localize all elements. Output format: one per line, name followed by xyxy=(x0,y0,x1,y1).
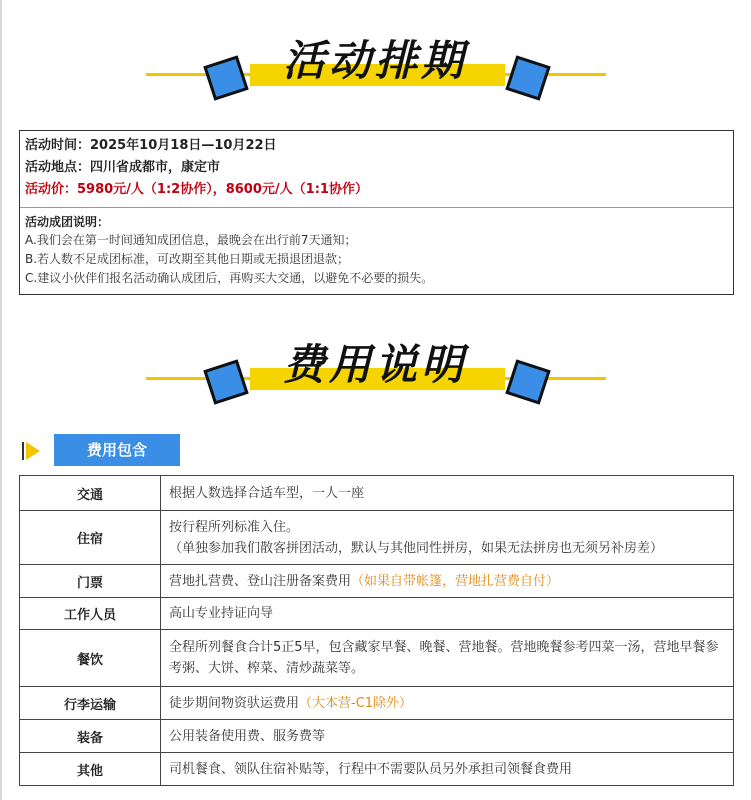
fee-text: 按行程所列标准入住。 xyxy=(169,519,300,535)
fee-cell xyxy=(161,565,734,598)
table-row xyxy=(20,720,734,753)
fee-label: 行李运输 xyxy=(20,687,161,720)
group-notes xyxy=(20,208,733,288)
table-row xyxy=(20,630,734,687)
banner-square-right-icon xyxy=(505,55,550,100)
fee-text: 全程所列餐食合计5正5早，包含藏家早餐、晚餐、营地餐。营地晚餐参考四菜一汤，营地早餐参考粥、大饼、榨菜、清炒蔬菜等。 xyxy=(161,630,734,687)
schedule-info-box xyxy=(19,130,734,295)
table-row xyxy=(20,565,734,598)
table-row xyxy=(20,511,734,565)
fee-text: 司机餐食、领队住宿补贴等，行程中不需要队员另外承担司领餐食费用 xyxy=(161,753,734,786)
fee-label: 餐饮 xyxy=(20,630,161,687)
table-row xyxy=(20,753,734,786)
fee-note: （大本营-C1除外） xyxy=(299,695,413,711)
play-arrow-icon xyxy=(26,442,40,460)
fee-title: 费用说明 xyxy=(282,340,467,389)
group-note-b: B.若人数不足成团标准，可改期至其他日期或无损退团退款； xyxy=(25,252,350,266)
fee-text: 营地扎营费、登山注册备案费用 xyxy=(169,573,352,589)
table-row xyxy=(20,687,734,720)
fee-label: 门票 xyxy=(20,565,161,598)
schedule-details xyxy=(20,131,733,208)
activity-price: 活动价：5980元/人（1:2协作），8600元/人（1:1协作） xyxy=(25,182,368,197)
tag-bar xyxy=(22,442,24,460)
fee-banner xyxy=(0,330,751,410)
fee-include-tag: 费用包含 xyxy=(54,434,180,466)
group-note-a: A.我们会在第一时间通知成团信息，最晚会在出行前7天通知； xyxy=(25,233,357,247)
fee-cell xyxy=(161,511,734,565)
fee-label: 交通 xyxy=(20,476,161,511)
fee-cell xyxy=(161,687,734,720)
schedule-banner xyxy=(0,28,751,108)
fee-label: 住宿 xyxy=(20,511,161,565)
fee-text: 高山专业持证向导 xyxy=(161,598,734,630)
banner-square-left-icon xyxy=(203,359,248,404)
activity-time: 活动时间：2025年10月18日—10月22日 xyxy=(25,138,277,153)
banner-square-right-icon xyxy=(505,359,550,404)
group-note-c: C.建议小伙伴们报名活动确认成团后，再购买大交通，以避免不必要的损失。 xyxy=(25,271,434,285)
table-row xyxy=(20,598,734,630)
fee-label: 工作人员 xyxy=(20,598,161,630)
fee-text: 公用装备使用费、服务费等 xyxy=(161,720,734,753)
fee-table xyxy=(19,475,734,786)
banner-square-left-icon xyxy=(203,55,248,100)
fee-text-secondary: （单独参加我们散客拼团活动，默认与其他同性拼房，如果无法拼房也无须另补房差） xyxy=(169,540,664,556)
fee-text: 根据人数选择合适车型，一人一座 xyxy=(161,476,734,511)
fee-label: 装备 xyxy=(20,720,161,753)
fee-label: 其他 xyxy=(20,753,161,786)
activity-location: 活动地点：四川省成都市，康定市 xyxy=(25,160,221,175)
fee-note: （如果自带帐篷，营地扎营费自付） xyxy=(351,573,560,589)
fee-text: 徒步期间物资驮运费用 xyxy=(169,695,300,711)
schedule-title: 活动排期 xyxy=(282,36,467,85)
table-row xyxy=(20,476,734,511)
group-notes-title: 活动成团说明： xyxy=(25,215,110,229)
